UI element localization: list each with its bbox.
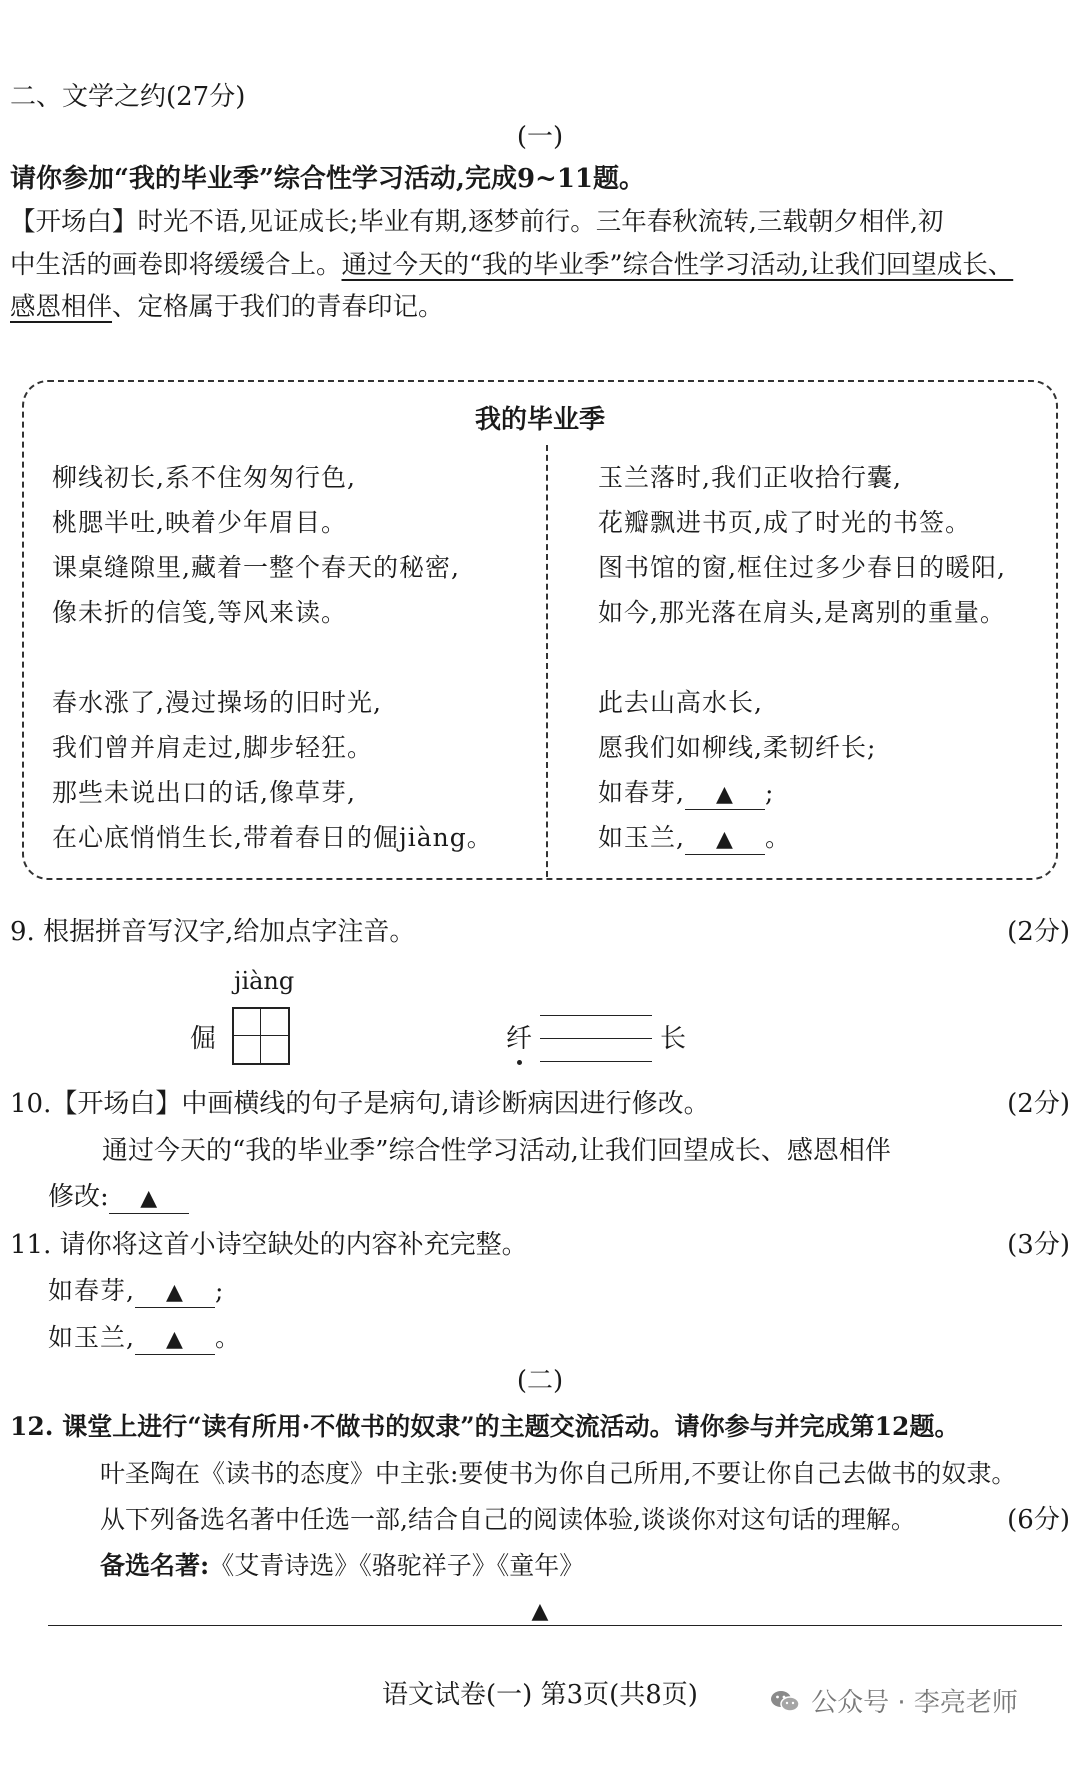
- emphasis-dot: [517, 1060, 522, 1065]
- poem-line: 如今,那光落在肩头,是离别的重量。: [598, 598, 1006, 627]
- opening-plain-3: 、定格属于我们的青春印记。: [112, 292, 444, 322]
- answer-blank[interactable]: [109, 1185, 189, 1214]
- triangle-marker-icon: ▲: [715, 827, 734, 852]
- triangle-marker-icon: ▲: [165, 1280, 184, 1305]
- poem-line: 图书馆的窗,框住过多少春日的暖阳,: [598, 553, 1006, 582]
- q9-pinyin: jiàng: [234, 967, 295, 995]
- q12-books: [100, 1549, 584, 1583]
- watermark: [770, 1682, 1070, 1718]
- opening-line-1: 【开场白】时光不语,见证成长;毕业有期,逐梦前行。三年春秋流转,三载朝夕相伴,初: [10, 207, 944, 237]
- poem-line: 在心底悄悄生长,带着春日的倔jiàng。: [52, 823, 493, 852]
- opening-plain-2: 中生活的画卷即将缓缓合上。: [10, 250, 342, 280]
- pinyin-answer-line[interactable]: [540, 1061, 652, 1062]
- poem-line: 那些未说出口的话,像草芽,: [52, 778, 356, 807]
- q11-score: (3分): [1007, 1230, 1070, 1260]
- q12-quote: 叶圣陶在《读书的态度》中主张:要使书为你自己所用,不要让你自己去做书的奴隶。: [100, 1459, 1017, 1488]
- books-label: 备选名著:: [100, 1551, 210, 1580]
- stanza-gap: [52, 635, 493, 680]
- stanza-gap: [598, 635, 1006, 680]
- underlined-sentence-part1: 通过今天的“我的毕业季”综合性学习活动,让我们回望成长、: [341, 250, 1014, 280]
- q9-text: 9. 根据拼音写汉字,给加点字注音。: [10, 917, 416, 947]
- q9-writing-grid[interactable]: [232, 1007, 290, 1065]
- pinyin-answer-line[interactable]: [540, 1038, 652, 1039]
- pinyin-answer-line[interactable]: [540, 1015, 652, 1016]
- q12-answer-line[interactable]: [48, 1625, 1062, 1626]
- underlined-sentence-part2: 感恩相伴: [10, 292, 113, 322]
- triangle-marker-icon: ▲: [531, 1599, 549, 1624]
- q9-score: (2分): [1007, 917, 1070, 947]
- poem-line: 桃腮半吐,映着少年眉目。: [52, 508, 347, 537]
- answer-blank[interactable]: [135, 1326, 215, 1355]
- poem-line: 我们曾并肩走过,脚步轻狂。: [52, 733, 373, 762]
- q12-task: 从下列备选名著中任选一部,结合自己的阅读体验,谈谈你对这句话的理解。: [100, 1505, 916, 1534]
- answer-blank[interactable]: [685, 781, 765, 810]
- poem-line: 花瓣飘进书页,成了时光的书签。: [598, 508, 971, 537]
- fix-label: 修改:: [48, 1182, 109, 1212]
- poem-blank-line-1: 如春芽, ▲ ;: [598, 770, 1006, 815]
- triangle-marker-icon: ▲: [140, 1186, 158, 1211]
- q11-line-1: 如春芽, ▲ ;: [48, 1268, 224, 1313]
- poem-left-column: [52, 455, 493, 860]
- q10-sentence: 通过今天的“我的毕业季”综合性学习活动,让我们回望成长、感恩相伴: [102, 1136, 891, 1166]
- opening-line-2: [10, 248, 1013, 282]
- poem-line: 春水涨了,漫过操场的旧时光,: [52, 688, 382, 717]
- answer-blank[interactable]: [135, 1279, 215, 1308]
- q12-text: 12. 课堂上进行“读有所用·不做书的奴隶”的主题交流活动。请你参与并完成第12题。: [10, 1412, 960, 1441]
- q12-score: (6分): [1007, 1505, 1070, 1535]
- poem-blank-line-2: 如玉兰, ▲ 。: [598, 815, 1006, 860]
- q10-score: (2分): [1007, 1089, 1070, 1119]
- poem-title: 我的毕业季: [474, 405, 605, 435]
- q9-char-jue: 倔: [190, 1024, 217, 1054]
- intro-instruction: 请你参加“我的毕业季”综合性学习活动,完成9~11题。: [10, 164, 646, 194]
- page-footer: 语文试卷(一) 第3页(共8页): [382, 1680, 698, 1710]
- poem-line: 愿我们如柳线,柔韧纤长;: [598, 733, 877, 762]
- poem-right-column: [598, 455, 1006, 860]
- q10-text: 10.【开场白】中画横线的句子是病句,请诊断病因进行修改。: [10, 1089, 710, 1119]
- q11-text: 11. 请你将这首小诗空缺处的内容补充完整。: [10, 1230, 528, 1260]
- answer-blank[interactable]: [685, 826, 765, 855]
- poem-line: 玉兰落时,我们正收拾行囊,: [598, 463, 902, 492]
- books-list: 《艾青诗选》《骆驼祥子》《童年》: [209, 1551, 585, 1580]
- part2-heading: (二): [516, 1366, 564, 1396]
- opening-line-3: [10, 290, 444, 324]
- watermark-text: 公众号 · 李亮老师: [811, 1688, 1018, 1718]
- q11-line-2: 如玉兰, ▲ 。: [48, 1315, 241, 1360]
- poem-column-divider: [546, 445, 548, 877]
- triangle-marker-icon: ▲: [165, 1327, 184, 1352]
- poem-line: 此去山高水长,: [598, 688, 763, 717]
- poem-line: 像未折的信笺,等风来读。: [52, 598, 347, 627]
- section-heading: 二、文学之约(27分): [10, 82, 246, 112]
- q10-fix-line: [48, 1180, 189, 1214]
- poem-line: 柳线初长,系不住匆匆行色,: [52, 463, 356, 492]
- triangle-marker-icon: ▲: [715, 782, 734, 807]
- part1-heading: (一): [516, 122, 564, 152]
- wechat-icon: [770, 1689, 800, 1713]
- poem-line: 课桌缝隙里,藏着一整个春天的秘密,: [52, 553, 460, 582]
- q9-char-xian: 纤: [506, 1024, 533, 1054]
- q9-char-zhang: 长: [660, 1024, 687, 1054]
